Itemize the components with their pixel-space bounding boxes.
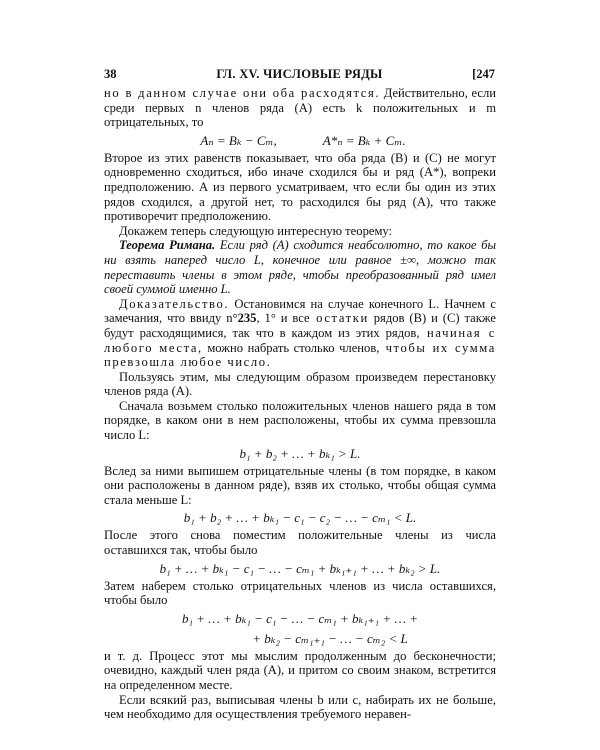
page-number: 38 [104, 67, 117, 81]
equation-sums [104, 132, 496, 150]
paragraph-continuation [104, 86, 496, 130]
proof-label: Доказательство. [119, 296, 230, 311]
equation-right: A*ₙ = Bₖ + Cₘ. [322, 132, 406, 148]
equation-left: Aₙ = Bₖ − Cₘ, [200, 132, 277, 148]
section-reference: 235 [237, 311, 257, 326]
theorem-title: Теорема Римана. [119, 238, 216, 253]
paragraph: Если всякий раз, выписывая члены b или c, набирать их не больше, чем необходимо для осуществления требуемого неравен- [104, 692, 496, 722]
paragraph: Докажем теперь следующую интересную теорему: [119, 223, 393, 238]
paragraph: После этого снова поместим положительные члены из числа оставшихся так, чтобы было [104, 528, 496, 558]
spaced-emphasis: начиная с любого места, [104, 325, 496, 355]
page-body [104, 86, 496, 722]
proof-paragraph: Доказательство. Остановимся на случае конечного L. Начнем с замечания, что ввиду n°235, 1° и все остатки рядов (В) и (С) также будут расходящимися, так что в каждом из этих рядов, начиная с любого места, можно набрать столько членов, чтобы их сумма превзошла любое число. [104, 296, 496, 370]
spaced-emphasis: чтобы их сумма превзошла любое число. [104, 340, 496, 370]
equation-step-2: b₁ + b₂ + … + bₖ₁ − c₁ − c₂ − … − cₘ₁ < L. [183, 510, 417, 526]
equation-step-1: b₁ + b₂ + … + bₖ₁ > L. [239, 445, 361, 461]
paragraph: Второе из этих равенств показывает, что оба ряда (В) и (С) не могут одновременно сходиться, ибо иначе сходился бы и ряд (А*), вопреки предположению. А из первого усматриваем, что если бы один из этих рядов сходился, а другой нет, то расходился бы ряд (А), что также противоречит предположению. [104, 150, 496, 224]
spaced-emphasis: остатки [309, 311, 369, 326]
paragraph-text: Действительно, если среди первых n членов ряда (А) есть k положительных и m отрицательных, то [104, 86, 496, 130]
equation-step-4-line-2: + bₖ₂ − cₘ₁₊₁ − … − cₘ₂ < L [252, 630, 408, 646]
paragraph: и т. д. Процесс этот мы мыслим продолженным до бесконечности; очевидно, каждый член ряда (А), и притом со своим знаком, встретится на определенном месте. [104, 648, 496, 692]
equation-step-3: b₁ + … + bₖ₁ − c₁ − … − cₘ₁ + bₖ₁₊₁ + … + bₖ₂ > L. [159, 560, 441, 576]
theorem-riemann [104, 238, 496, 296]
spaced-emphasis: но в данном случае они оба расходятся. [104, 86, 381, 100]
theorem-statement: Если ряд (А) сходится неабсолютно, то какое бы ни взять наперед число L, конечное или равное ±∞, можно так переставить члены в этом ряде, чтобы преобразованный ряд имел своей суммой именно L. [104, 238, 496, 297]
equation-step-4-line-1: b₁ + … + bₖ₁ − c₁ − … − cₘ₁ + bₖ₁₊₁ + … + [181, 610, 419, 626]
paragraph: Сначала возьмем столько положительных членов нашего ряда в том порядке, в каком они в нем расположены, чтобы их сумма превзошла число L: [104, 398, 496, 443]
running-header [104, 66, 495, 82]
paragraph: Вслед за ними выпишем отрицательные члены (в том порядке, в каком они расположены в данном ряде), взяв их столько, чтобы общая сумма стала меньше L: [104, 463, 496, 507]
section-number: [247 [472, 67, 495, 81]
paragraph: Затем наберем столько отрицательных членов из числа оставшихся, чтобы было [104, 578, 496, 608]
running-title: ГЛ. XV. ЧИСЛОВЫЕ РЯДЫ [216, 67, 383, 81]
paragraph: Пользуясь этим, мы следующим образом произведем перестановку членов ряда (А). [104, 369, 496, 399]
